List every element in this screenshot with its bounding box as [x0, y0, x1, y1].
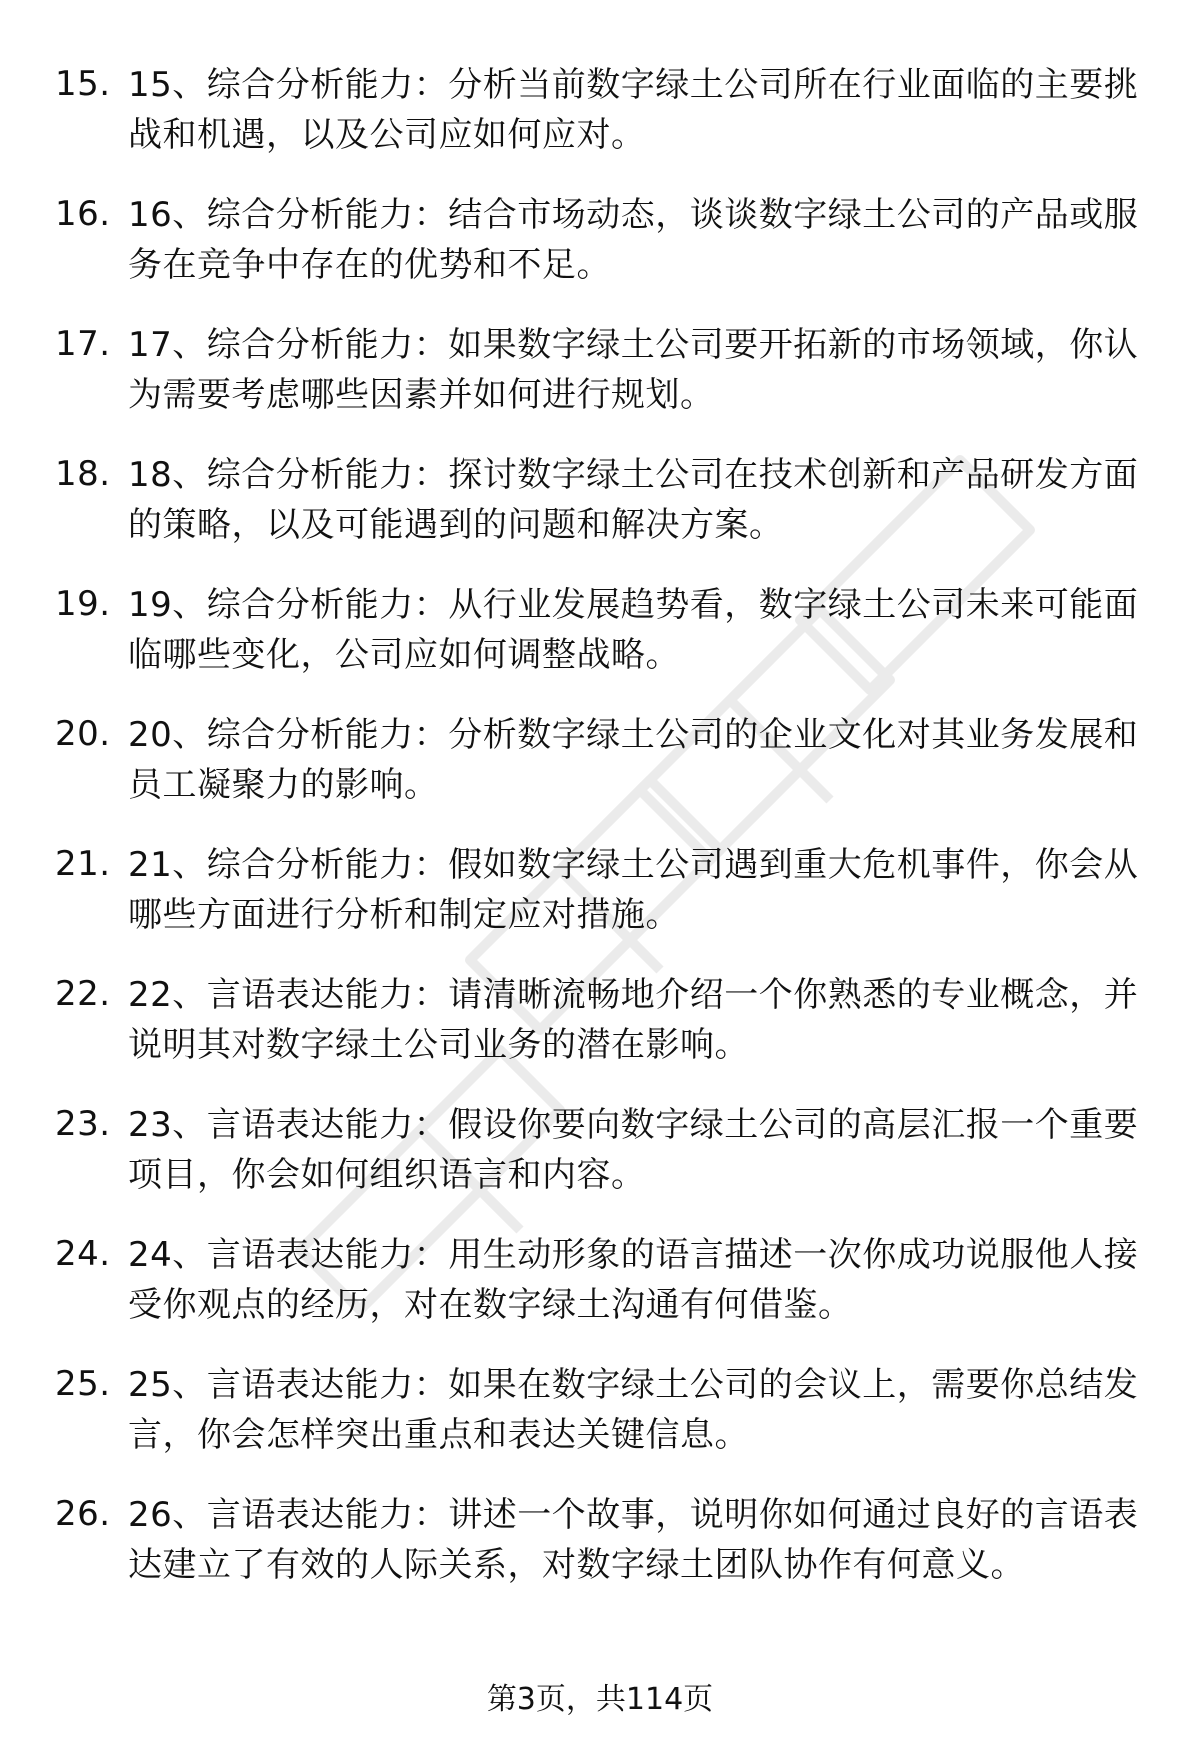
question-text: 20、综合分析能力：分析数字绿土公司的企业文化对其业务发展和员工凝聚力的影响。	[128, 715, 1139, 805]
list-item	[0, 580, 1200, 677]
question-number: 18.	[55, 454, 111, 494]
question-number: 24.	[55, 1234, 111, 1274]
question-text: 15、综合分析能力：分析当前数字绿土公司所在行业面临的主要挑战和机遇，以及公司应如何应对。	[128, 65, 1139, 155]
question-text: 16、综合分析能力：结合市场动态，谈谈数字绿土公司的产品或服务在竞争中存在的优势和不足。	[128, 195, 1139, 285]
question-number: 21.	[55, 844, 111, 884]
list-item	[0, 320, 1200, 417]
question-number: 20.	[55, 714, 111, 754]
question-number: 26.	[55, 1494, 111, 1534]
question-text: 17、综合分析能力：如果数字绿土公司要开拓新的市场领域，你认为需要考虑哪些因素并如何进行规划。	[128, 325, 1139, 415]
list-item	[0, 190, 1200, 287]
question-text: 25、言语表达能力：如果在数字绿土公司的会议上，需要你总结发言，你会怎样突出重点和表达关键信息。	[128, 1365, 1139, 1455]
list-item	[0, 450, 1200, 547]
question-text: 21、综合分析能力：假如数字绿土公司遇到重大危机事件，你会从哪些方面进行分析和制定应对措施。	[128, 845, 1139, 935]
question-number: 25.	[55, 1364, 111, 1404]
question-list	[0, 60, 1200, 1620]
question-number: 17.	[55, 324, 111, 364]
question-text: 19、综合分析能力：从行业发展趋势看，数字绿土公司未来可能面临哪些变化，公司应如何调整战略。	[128, 585, 1139, 675]
page-number-footer: 第3页，共114页	[486, 1682, 714, 1717]
question-text: 23、言语表达能力：假设你要向数字绿土公司的高层汇报一个重要项目，你会如何组织语言和内容。	[128, 1105, 1139, 1195]
list-item	[0, 970, 1200, 1067]
list-item	[0, 1360, 1200, 1457]
list-item	[0, 1100, 1200, 1197]
question-text: 18、综合分析能力：探讨数字绿土公司在技术创新和产品研发方面的策略，以及可能遇到的问题和解决方案。	[128, 455, 1139, 545]
question-number: 19.	[55, 584, 111, 624]
question-text: 24、言语表达能力：用生动形象的语言描述一次你成功说服他人接受你观点的经历，对在数字绿土沟通有何借鉴。	[128, 1235, 1139, 1325]
list-item	[0, 840, 1200, 937]
question-text: 22、言语表达能力：请清晰流畅地介绍一个你熟悉的专业概念，并说明其对数字绿土公司业务的潜在影响。	[128, 975, 1139, 1065]
list-item	[0, 1230, 1200, 1327]
question-text: 26、言语表达能力：讲述一个故事，说明你如何通过良好的言语表达建立了有效的人际关系，对数字绿土团队协作有何意义。	[128, 1495, 1139, 1585]
question-number: 15.	[55, 64, 111, 104]
list-item	[0, 1490, 1200, 1587]
question-number: 22.	[55, 974, 111, 1014]
question-number: 23.	[55, 1104, 111, 1144]
question-number: 16.	[55, 194, 111, 234]
list-item	[0, 60, 1200, 157]
list-item	[0, 710, 1200, 807]
